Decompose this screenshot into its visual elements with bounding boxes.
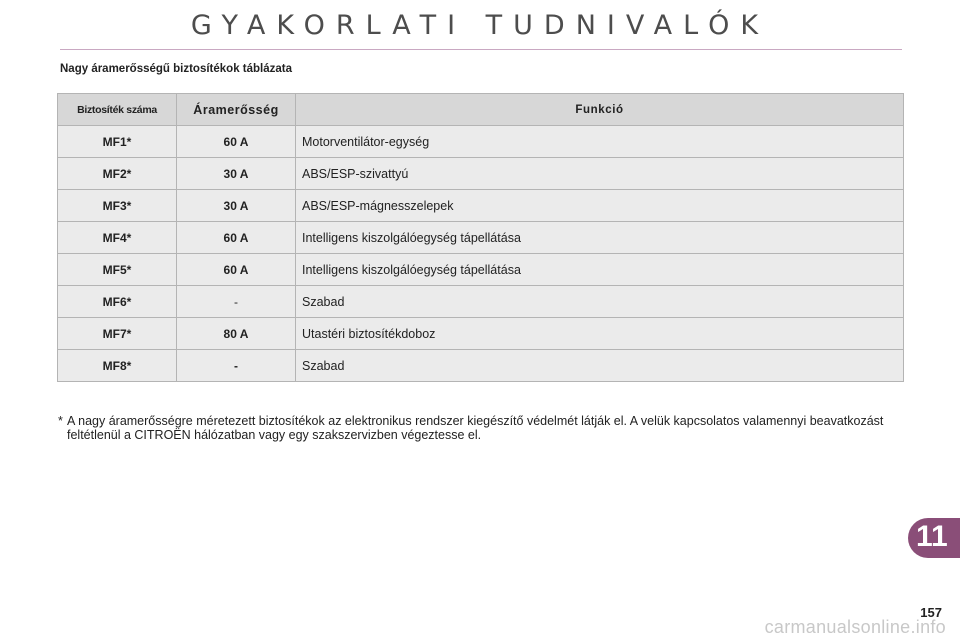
- column-header-function: Funkció: [296, 94, 904, 126]
- fuse-number-cell: MF2*: [58, 158, 177, 190]
- fuse-number-cell: MF6*: [58, 286, 177, 318]
- fuse-number-cell: MF3*: [58, 190, 177, 222]
- function-cell: Szabad: [296, 350, 904, 382]
- function-cell: ABS/ESP-mágnesszelepek: [296, 190, 904, 222]
- fuse-table: [57, 93, 904, 382]
- footnote: [58, 414, 908, 442]
- header-divider: [60, 49, 902, 50]
- table-row: [58, 350, 904, 382]
- fuse-number-cell: MF5*: [58, 254, 177, 286]
- table-row: [58, 254, 904, 286]
- footnote-marker: *: [58, 414, 63, 428]
- function-cell: Motorventilátor-egység: [296, 126, 904, 158]
- table-header-row: [58, 94, 904, 126]
- section-title: Nagy áramerősségű biztosítékok táblázata: [60, 63, 292, 75]
- function-cell: Szabad: [296, 286, 904, 318]
- chapter-number: 11: [916, 520, 948, 553]
- function-cell: Utastéri biztosítékdoboz: [296, 318, 904, 350]
- chapter-tab: [908, 518, 960, 558]
- page-header-title: GYAKORLATI TUDNIVALÓK: [190, 10, 770, 41]
- amperage-cell: 30 A: [177, 190, 296, 222]
- amperage-cell: -: [177, 286, 296, 318]
- amperage-cell: 60 A: [177, 222, 296, 254]
- amperage-cell: 80 A: [177, 318, 296, 350]
- table-row: [58, 158, 904, 190]
- fuse-number-cell: MF7*: [58, 318, 177, 350]
- table-row: [58, 318, 904, 350]
- table-row: [58, 190, 904, 222]
- watermark-text: carmanualsonline.info: [764, 617, 946, 637]
- table-row: [58, 286, 904, 318]
- fuse-number-cell: MF8*: [58, 350, 177, 382]
- function-cell: Intelligens kiszolgálóegység tápellátása: [296, 222, 904, 254]
- table-row: [58, 126, 904, 158]
- column-header-amperage: Áramerősség: [177, 94, 296, 126]
- amperage-cell: 30 A: [177, 158, 296, 190]
- amperage-cell: -: [177, 350, 296, 382]
- fuse-number-cell: MF1*: [58, 126, 177, 158]
- function-cell: Intelligens kiszolgálóegység tápellátása: [296, 254, 904, 286]
- function-cell: ABS/ESP-szivattyú: [296, 158, 904, 190]
- table-row: [58, 222, 904, 254]
- fuse-number-cell: MF4*: [58, 222, 177, 254]
- footnote-text: A nagy áramerősségre méretezett biztosítékok az elektronikus rendszer kiegészítő védelmét látják el. A velük kapcsolatos valamennyi beavatkozást feltétlenül a CITROËN hálózatban vagy egy szakszervizben végeztesse el.: [67, 414, 884, 442]
- amperage-cell: 60 A: [177, 126, 296, 158]
- page-number: 157: [920, 605, 942, 620]
- amperage-cell: 60 A: [177, 254, 296, 286]
- column-header-fuse-number: Biztosíték száma: [58, 94, 177, 126]
